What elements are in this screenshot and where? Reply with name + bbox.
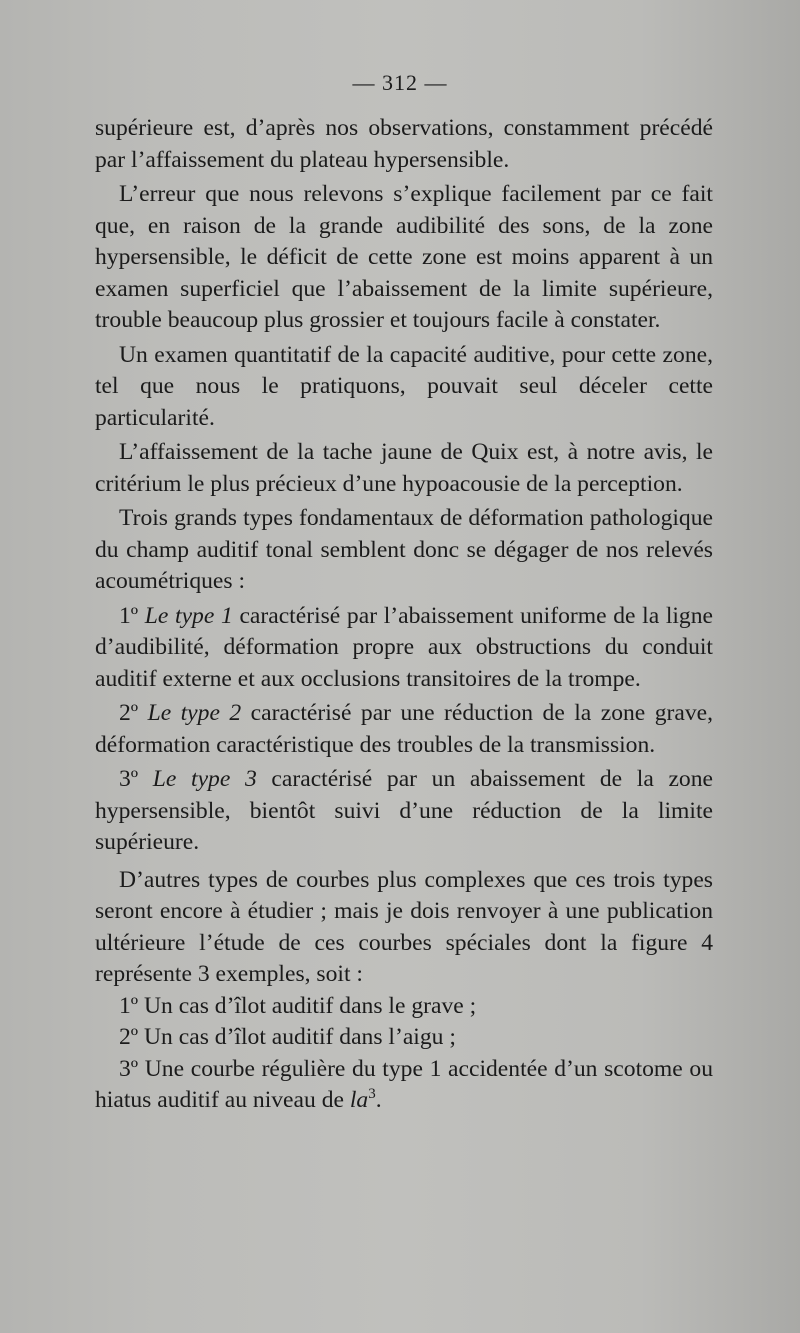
paragraph-12-text: 3º Une courbe régulière du type 1 accidentée d’un scotome ou hiatus auditif au niveau de bbox=[95, 1055, 713, 1113]
paragraph-12-end: . bbox=[375, 1087, 382, 1113]
type-2-label: Le type 2 bbox=[147, 700, 242, 726]
paragraph-10: 1º Un cas d’îlot auditif dans le grave ; bbox=[119, 992, 477, 1019]
type-1-label: Le type 1 bbox=[144, 602, 233, 629]
paragraph-type-3 bbox=[95, 764, 713, 859]
musical-note: la bbox=[349, 1087, 369, 1113]
paragraph-type-1 bbox=[95, 601, 713, 696]
paragraph-4: L’affaissement de la tache jaune de Quix est, à notre avis, le critérium le plus précieux d’une hypoacousie de la perception. bbox=[95, 439, 713, 497]
paragraph-2: L’erreur que nous relevons s’explique facilement par ce fait que, en raison de la grande audibilité des sons, de la zone hypersensible, le déficit de cette zone est moins apparent à un examen superficiel que l’abaissement de la limite supérieure, trouble beaucoup plus grossier et toujours facile à constater. bbox=[95, 181, 713, 333]
type-2-number: 2º bbox=[119, 700, 139, 726]
paragraph-5: Trois grands types fondamentaux de déformation pathologique du champ auditif tonal semblent donc se dégager de nos relevés acoumétriques : bbox=[95, 505, 713, 594]
page-number: — 312 — bbox=[352, 70, 448, 95]
paragraph-12 bbox=[95, 1054, 713, 1117]
body-text bbox=[95, 113, 713, 1117]
paragraph-3: Un examen quantitatif de la capacité auditive, pour cette zone, tel que nous le pratiquons, pouvait seul déceler cette particularité. bbox=[95, 341, 713, 431]
type-2-text: caractérisé par une réduction de la zone grave, déformation caractéristique des troubles de la transmission. bbox=[95, 700, 714, 758]
type-3-text: caractérisé par un abaissement de la zone hypersensible, bientôt suivi d’une réduction de la limite supérieure. bbox=[95, 766, 714, 855]
type-1-text: caractérisé par l’abaissement uniforme de la ligne d’audibilité, déformation propre aux obstructions du conduit auditif externe et aux occlusions transitoires de la trompe. bbox=[95, 602, 713, 692]
paragraph-type-2 bbox=[95, 698, 713, 761]
type-3-label: Le type 3 bbox=[152, 766, 257, 792]
paragraph-11: 2º Un cas d’îlot auditif dans l’aigu ; bbox=[119, 1024, 456, 1050]
paragraph-9: D’autres types de courbes plus complexes que ces trois types seront encore à étudier ; mais je dois renvoyer à une publication ultérieure l’étude de ces courbes spéciales dont la figure 4 représente 3 exemples, soit : bbox=[95, 866, 713, 987]
note-superscript: 3 bbox=[368, 1086, 376, 1102]
type-3-number: 3º bbox=[119, 766, 139, 792]
type-1-number: 1º bbox=[119, 602, 139, 629]
paragraph-1: supérieure est, d’après nos observations, constamment précédé par l’affaissement du plateau hypersensible. bbox=[95, 115, 713, 173]
